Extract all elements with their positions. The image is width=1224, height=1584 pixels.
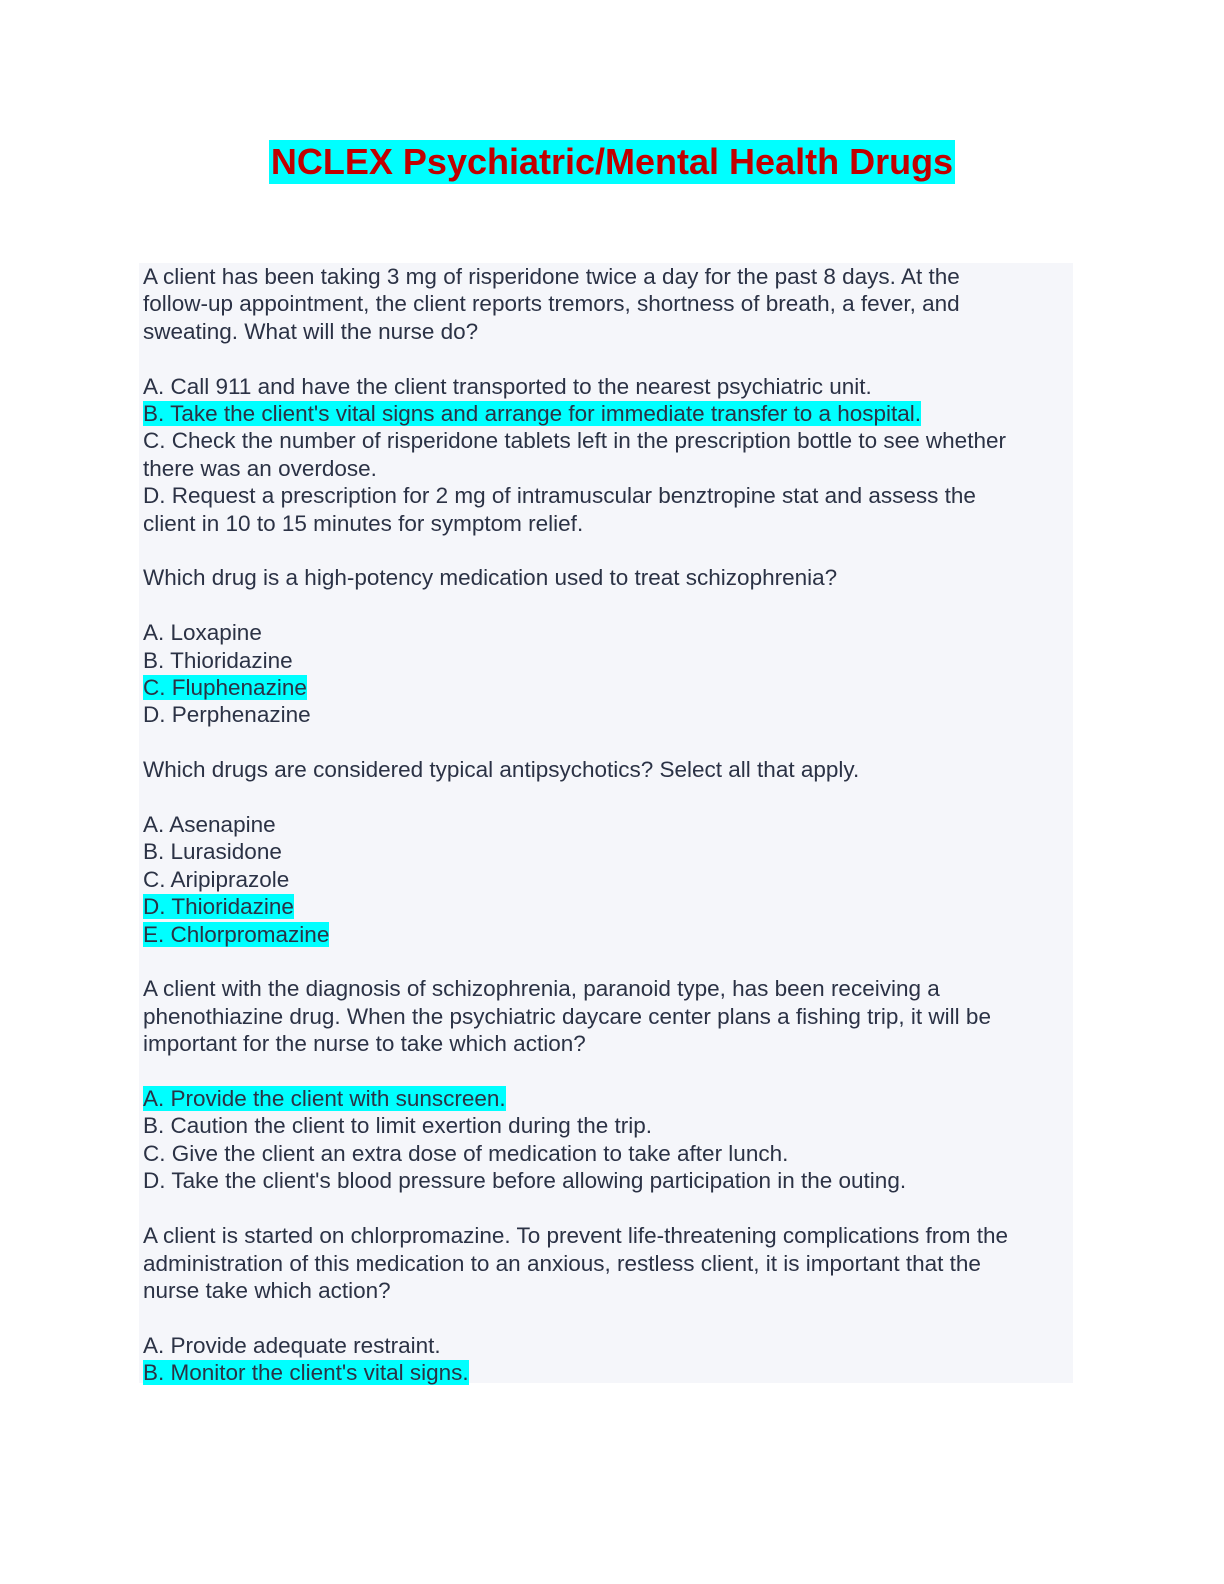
question-4-stem-line: A client with the diagnosis of schizophrenia, paranoid type, has been receiving a: [143, 976, 940, 1002]
question-4-stem-line: important for the nurse to take which action?: [143, 1031, 586, 1057]
question-3: [143, 756, 1068, 948]
answer-highlight: D. Thioridazine: [143, 894, 294, 920]
question-4-stem-line: phenothiazine drug. When the psychiatric daycare center plans a fishing trip, it will be: [143, 1003, 991, 1029]
question-4-option-c: C. Give the client an extra dose of medication to take after lunch.: [143, 1140, 789, 1166]
page-title: NCLEX Psychiatric/Mental Health Drugs: [270, 141, 954, 182]
question-4-option-d: D. Take the client's blood pressure before allowing participation in the outing.: [143, 1168, 907, 1194]
question-4: [143, 975, 1068, 1194]
question-5-option-a: A. Provide adequate restraint.: [143, 1332, 441, 1358]
question-2-option-b: B. Thioridazine: [143, 647, 293, 673]
question-5-option-b-answer: [143, 1359, 1068, 1386]
question-5: [143, 1222, 1068, 1386]
spacer: [143, 537, 1068, 564]
spacer: [143, 1195, 1068, 1222]
question-4-option-a-answer: [143, 1085, 1068, 1112]
question-1-stem-line: A client has been taking 3 mg of risperidone twice a day for the past 8 days. At the: [143, 264, 960, 289]
question-3-stem-line: Which drugs are considered typical antipsychotics? Select all that apply.: [143, 757, 860, 783]
spacer: [143, 784, 1068, 811]
question-1-option-a: A. Call 911 and have the client transported to the nearest psychiatric unit.: [143, 373, 872, 399]
question-3-option-b: B. Lurasidone: [143, 839, 282, 865]
answer-highlight: A. Provide the client with sunscreen.: [143, 1086, 506, 1112]
question-2: [143, 564, 1068, 728]
answer-highlight: E. Chlorpromazine: [143, 921, 330, 947]
spacer: [143, 1058, 1068, 1085]
question-4-option-b: B. Caution the client to limit exertion during the trip.: [143, 1113, 653, 1139]
question-list: [143, 263, 1068, 1387]
question-1-option-d: D. Request a prescription for 2 mg of intramuscular benztropine stat and assess the: [143, 483, 976, 509]
question-2-stem-line: Which drug is a high-potency medication used to treat schizophrenia?: [143, 565, 838, 591]
question-1: [143, 263, 1068, 537]
question-2-option-c-answer: [143, 674, 1068, 701]
question-2-option-a: A. Loxapine: [143, 620, 262, 646]
question-1-option-d-cont: client in 10 to 15 minutes for symptom relief.: [143, 510, 584, 536]
answer-highlight: C. Fluphenazine: [143, 675, 307, 701]
spacer: [143, 1304, 1068, 1331]
question-3-option-e-answer: [143, 921, 1068, 948]
spacer: [143, 592, 1068, 619]
question-3-option-d-answer: [143, 893, 1068, 920]
question-5-stem-line: administration of this medication to an anxious, restless client, it is important that the: [143, 1250, 981, 1276]
question-1-stem-line: sweating. What will the nurse do?: [143, 318, 479, 344]
question-1-option-c-cont: there was an overdose.: [143, 455, 377, 481]
question-5-stem-line: nurse take which action?: [143, 1277, 391, 1303]
question-1-stem-line: follow-up appointment, the client reports tremors, shortness of breath, a fever, and: [143, 291, 960, 317]
spacer: [143, 729, 1068, 756]
question-3-option-a: A. Asenapine: [143, 812, 276, 838]
answer-highlight: B. Monitor the client's vital signs.: [143, 1360, 469, 1386]
question-3-option-c: C. Aripiprazole: [143, 866, 290, 892]
question-1-option-b-answer: [143, 400, 1068, 427]
spacer: [143, 345, 1068, 372]
question-2-option-d: D. Perphenazine: [143, 702, 311, 728]
answer-highlight: B. Take the client's vital signs and arrange for immediate transfer to a hospital.: [143, 401, 922, 427]
question-1-option-c: C. Check the number of risperidone tablets left in the prescription bottle to see whether: [143, 428, 1006, 454]
title-wrapper: [0, 140, 1224, 184]
spacer: [143, 948, 1068, 975]
question-5-stem-line: A client is started on chlorpromazine. To prevent life-threatening complications from the: [143, 1223, 1009, 1249]
